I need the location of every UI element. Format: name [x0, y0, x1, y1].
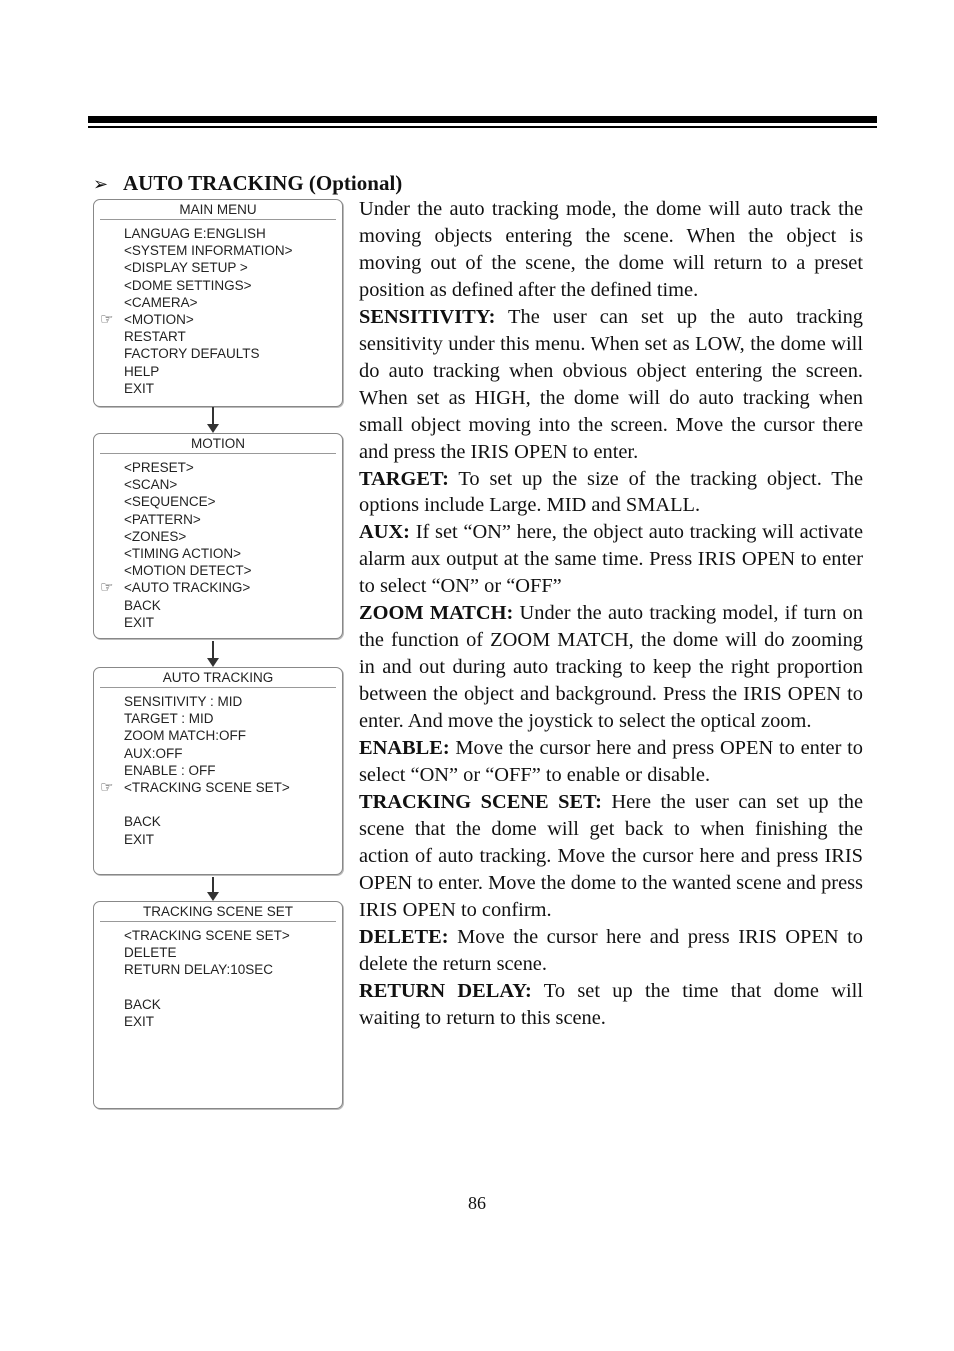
menu-item: FACTORY DEFAULTS [124, 346, 260, 362]
paragraph-term: TARGET: [359, 467, 449, 490]
paragraph-return-delay [359, 978, 863, 1032]
menu-item: <DISPLAY SETUP > [124, 260, 248, 276]
menu-item-selected [100, 579, 342, 597]
menu-spacer [124, 796, 342, 813]
paragraph-term: ENABLE: [359, 737, 450, 760]
menu-item: RESTART [124, 329, 186, 345]
paragraph-term: SENSITIVITY: [359, 305, 496, 328]
menu-item: ZOOM MATCH:OFF [124, 728, 246, 744]
paragraph-text: Move the cursor here and press IRIS OPEN to delete the return scene. [359, 925, 863, 975]
menu-item: <TIMING ACTION> [124, 545, 242, 561]
menu-items [94, 688, 342, 848]
menu-title: TRACKING SCENE SET [100, 902, 336, 922]
paragraph-text: To set up the time that dome will waiting to return to this scene. [359, 979, 863, 1029]
menu-item: <PRESET> [124, 460, 194, 475]
paragraph-tracking-scene-set [359, 789, 863, 924]
paragraph-text: Move the cursor here and press OPEN to enter to select “ON” or “OFF” to enable or disable. [359, 737, 863, 787]
menu-item: EXIT [124, 614, 155, 630]
paragraph-term: ZOOM MATCH: [359, 602, 514, 625]
paragraph-text: The user can set up the auto tracking sensitivity under this menu. When set as LOW, the dome will do auto tracking when obvious object entering the screen. When set as HIGH, the dome will do auto tracking when small object moving into the screen. Move the cursor there and press the IRIS OPEN to enter. [359, 305, 863, 463]
menu-item: <PATTERN> [124, 511, 201, 527]
paragraph-aux [359, 519, 863, 600]
menu-item: SENSITIVITY : MID [124, 694, 243, 709]
paragraph-text: Under the auto tracking model, if turn on the function of ZOOM MATCH, the dome will do zooming in and out during auto tracking to keep the right proportion between the object and background. Press the IRIS OPEN to enter. And move the joystick to select the optical zoom. [359, 602, 863, 733]
paragraph-sensitivity [359, 304, 863, 466]
paragraph-term: RETURN DELAY: [359, 979, 532, 1002]
menu-items [94, 454, 342, 631]
menu-item-label: <MOTION> [124, 311, 194, 327]
menu-item-label: <AUTO TRACKING> [124, 580, 251, 596]
menu-item: <ZONES> [124, 528, 187, 544]
menu-item: <SYSTEM INFORMATION> [124, 243, 293, 259]
menu-title: MAIN MENU [100, 200, 336, 220]
menu-item: HELP [124, 363, 160, 379]
menu-item: EXIT [124, 1013, 155, 1029]
down-arrow-icon [212, 407, 214, 431]
paragraph-intro [359, 196, 863, 304]
section-title-text: AUTO TRACKING (Optional) [123, 171, 403, 195]
menu-item: <CAMERA> [124, 294, 198, 310]
menu-item: <SEQUENCE> [124, 494, 216, 510]
paragraph-term: TRACKING SCENE SET: [359, 790, 602, 813]
menu-item: EXIT [124, 831, 155, 847]
menu-item-label: <TRACKING SCENE SET> [124, 779, 290, 795]
paragraph-zoom-match [359, 600, 863, 735]
paragraph-enable [359, 735, 863, 789]
menu-item: <TRACKING SCENE SET> [124, 928, 290, 943]
menu-item: BACK [124, 996, 161, 1012]
body-text [359, 196, 863, 1032]
menu-title: AUTO TRACKING [100, 668, 336, 688]
menu-motion [93, 433, 343, 639]
pointing-hand-icon: ☞ [100, 778, 114, 796]
menu-item-selected [100, 778, 342, 796]
menu-items [94, 220, 342, 397]
header-rule [88, 116, 877, 123]
paragraph-text: If set “ON” here, the object auto tracking will activate alarm aux output at the same time. Press IRIS OPEN to enter to select “ON” or “OFF” [359, 521, 863, 598]
menu-item: <MOTION DETECT> [124, 563, 252, 579]
menu-item: BACK [124, 814, 161, 830]
menu-item: LANGUAG E:ENGLISH [124, 226, 266, 241]
menu-title: MOTION [100, 434, 336, 454]
paragraph-term: AUX: [359, 521, 410, 544]
menu-item: ENABLE : OFF [124, 762, 216, 778]
paragraph-delete [359, 924, 863, 978]
section-title [93, 170, 402, 197]
menu-item: <SCAN> [124, 477, 178, 493]
menu-item-selected [100, 310, 342, 328]
menu-item: BACK [124, 597, 161, 613]
menu-items [94, 922, 342, 1030]
menu-item: AUX:OFF [124, 745, 183, 761]
menu-spacer [124, 979, 342, 996]
menu-item: <DOME SETTINGS> [124, 277, 252, 293]
header-rule-thin [88, 126, 877, 128]
menu-item: EXIT [124, 380, 155, 396]
menu-auto-tracking [93, 667, 343, 875]
page-number: 86 [468, 1193, 486, 1213]
paragraph-term: DELETE: [359, 925, 449, 948]
menu-item: DELETE [124, 945, 177, 961]
menu-item: TARGET : MID [124, 711, 214, 727]
arrow-bullet-icon: ➢ [93, 174, 109, 194]
menu-main [93, 199, 343, 407]
paragraph-text: Here the user can set up the scene that the dome will get back to when finishing the action of auto tracking. Move the cursor here and press IRIS OPEN to enter. Move the dome to the wanted scene and press IRIS OPEN to confirm. [359, 790, 863, 921]
down-arrow-icon [212, 877, 214, 899]
paragraph-text: Under the auto tracking mode, the dome will auto track the moving objects entering the scene. When the object is moving out of the scene, the dome will return to a preset position as defined after the defined time. [359, 198, 863, 301]
menu-tracking-scene-set [93, 901, 343, 1109]
paragraph-text: To set up the size of the tracking object. The options include Large. MID and SMALL. [359, 467, 863, 517]
down-arrow-icon [212, 641, 214, 665]
pointing-hand-icon: ☞ [100, 310, 114, 328]
paragraph-target [359, 466, 863, 520]
menu-item: RETURN DELAY:10SEC [124, 962, 274, 978]
pointing-hand-icon: ☞ [100, 579, 114, 597]
